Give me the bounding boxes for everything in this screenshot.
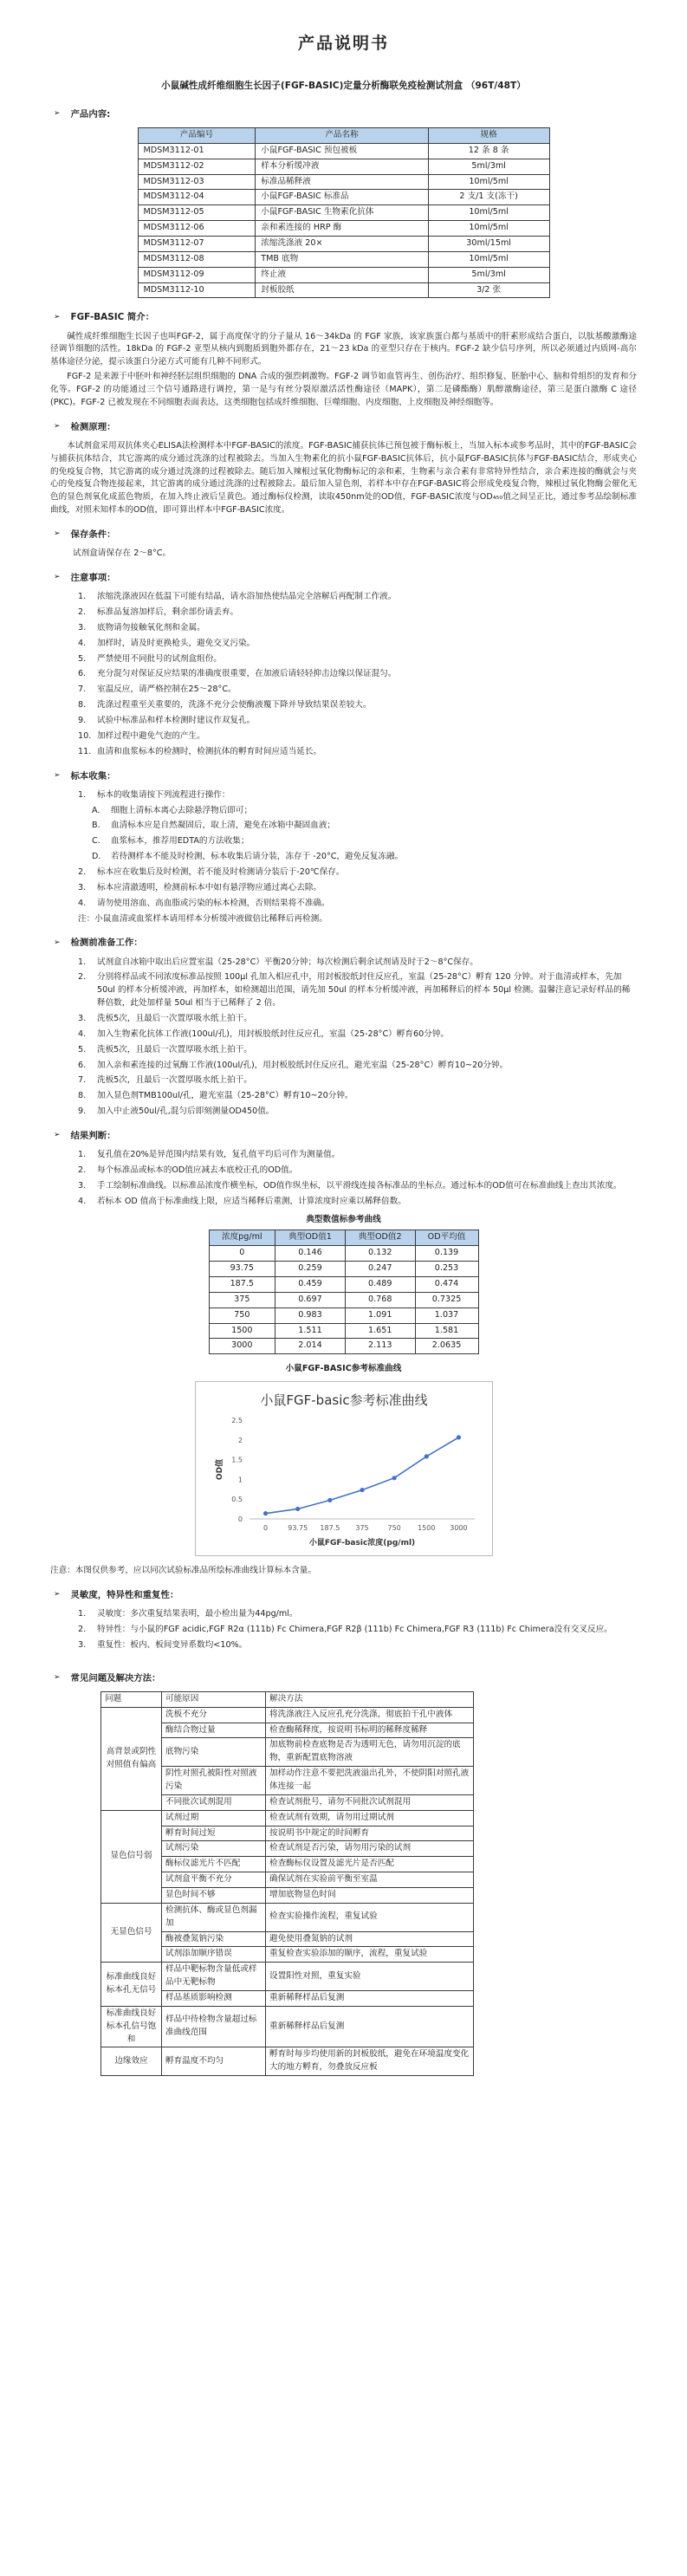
list-item: 7. 洗板5次，且最后一次置厚吸水纸上拍干。 <box>78 1075 252 1086</box>
faq-solution: 孵育时每步均使用新的封板胶纸，避免在环境温度变化大的地方孵育，勿叠放反应板 <box>266 2047 474 2076</box>
table-cell: 0.474 <box>415 1276 478 1292</box>
column-header: OD平均值 <box>415 1230 478 1246</box>
table-row <box>101 1963 474 1991</box>
list-item: 1. 复孔值在20%是异范围内结果有效，复孔值平均后可作为测量值。 <box>78 1150 340 1160</box>
list-item: 8. 加入显色剂TMB100ul/孔，避光室温（25-28°C）孵育10~20分钟。 <box>78 1091 353 1101</box>
section-intro <box>50 310 637 324</box>
faq-cause: 底物污染 <box>162 1738 266 1767</box>
faq-solution: 加样动作注意不要把洗液溢出孔外，不使阴阳对照孔液体连接一起 <box>266 1767 474 1795</box>
table-cell: 5ml/3ml <box>428 159 549 174</box>
table-cell: MDSM3112-08 <box>138 251 256 267</box>
faq-solution: 按说明书中规定的时间孵育 <box>266 1826 474 1841</box>
column-header: 典型OD值2 <box>345 1230 415 1246</box>
table-cell: MDSM3112-03 <box>138 174 256 190</box>
table-row <box>209 1323 478 1339</box>
section-faq <box>50 1671 637 1685</box>
product-subtitle: 小鼠碱性成纤维细胞生长因子(FGF-BASIC)定量分析酶联免疫检测试剂盒 （96T/48T） <box>161 81 526 92</box>
faq-solution: 加底物前检查底物是否为透明无色，请勿用沉淀的底物，重新配置底物溶液 <box>266 1738 474 1767</box>
list-item: 1. 灵敏度：多次重复结果表明，最小检出量为44pg/ml。 <box>78 1609 298 1619</box>
table-row <box>209 1276 478 1292</box>
x-tick-label: 750 <box>387 1524 401 1533</box>
faq-cause: 显色时间不够 <box>162 1888 266 1904</box>
table-cell: 2.014 <box>275 1339 346 1354</box>
section-procedure <box>50 936 637 950</box>
table-cell: 0.146 <box>275 1246 346 1262</box>
table-row <box>138 236 549 251</box>
table-cell: 封板胶纸 <box>256 282 428 298</box>
faq-cause: 样品中靶标物含量低或样品中无靶标物 <box>162 1963 266 1991</box>
table-cell: 样本分析缓冲液 <box>256 159 428 174</box>
chart-caption: 小鼠FGF-BASIC参考标准曲线 <box>285 1364 402 1374</box>
table-cell: 小鼠FGF-BASIC 预包被板 <box>256 143 428 159</box>
storage-text: 试剂盒请保存在 2～8°C。 <box>73 548 172 559</box>
list-item: 1. 试剂盒自冰箱中取出后应置室温（25-28°C）平衡20分钟；每次检测后剩余试剂请及时于2～8°C保存。 <box>78 957 478 967</box>
faq-solution: 确保试剂在实验前平衡至室温 <box>266 1872 474 1888</box>
table-cell: MDSM3112-04 <box>138 190 256 205</box>
section-title: 产品内容: <box>70 108 111 120</box>
column-header: 可能原因 <box>162 1691 266 1707</box>
column-header: 浓度pg/ml <box>209 1230 275 1246</box>
table-row <box>101 2006 474 2047</box>
faq-cause: 试剂盒平衡不充分 <box>162 1872 266 1888</box>
table-cell: 375 <box>209 1292 275 1307</box>
faq-category: 标准曲线良好标本孔无信号 <box>101 1963 162 2007</box>
table-cell: 0.489 <box>345 1276 415 1292</box>
bullet-arrow-icon: ➢ <box>54 1590 61 1599</box>
data-point <box>295 1507 300 1511</box>
list-item: 4. 加入生物素化抗体工作液(100ul/孔)，用封板胶纸封住反应孔，室温（25-28°C）孵育60分钟。 <box>78 1028 449 1039</box>
faq-category: 高背景或阴性对照值有偏高 <box>101 1707 162 1810</box>
principle-paragraph: 本试剂盒采用双抗体夹心ELISA法检测样本中FGF-BASIC的浓度。FGF-BASIC捕获抗体已预包被于酶标板上，当加入标本或参考品时，其中的FGF-BASIC会与捕获抗体结合，其它游离的成分通过洗涤的过程被除去。当加入生物素化的抗小鼠FGF-BASIC抗体后，抗小鼠FGF-BASIC抗体与FGF-BASIC结合，形成夹心的免疫复合物，其它游离的成分通过洗涤的过程被除去。随后加入辣根过氧化物酶标记的亲和素，生物素与亲合素有非常特异性结合，亲合素连接的酶就会与夹心的免疫复合物连接起来，其它游离的成分通过洗涤的过程被除去。最后加入显色剂，若样本中存在FGF-BASIC将会形成免疫复合物，辣根过氧化物酶会催化无色的显色剂氧化成蓝色物质，在加入终止液后呈黄色。通过酶标仪检测，读取450nm处的OD值，FGF-BASIC浓度与OD₄₅₀值之间呈正比，通过参考品绘制标准曲线，对照未知样本的OD值，即可算出样本中FGF-BASIC浓度。 <box>50 440 637 516</box>
list-item: 4. 请勿使用溶血、高血脂或污染的标本检测，否则结果将不准确。 <box>78 898 330 908</box>
bullet-arrow-icon: ➢ <box>54 573 61 582</box>
faq-solution: 检查试剂批号，请勿不同批次试剂混用 <box>266 1794 474 1810</box>
table-cell: 30ml/15ml <box>428 236 549 251</box>
table-cell: 12 条 8 条 <box>428 143 549 159</box>
faq-category: 边缘效应 <box>101 2047 162 2076</box>
column-header: 解决方法 <box>266 1691 474 1707</box>
bullet-arrow-icon: ➢ <box>54 1672 61 1682</box>
table-row <box>101 1903 474 1931</box>
table-cell: MDSM3112-05 <box>138 205 256 221</box>
collection-note: 注：小鼠血清或血浆样本请用样本分析缓冲液做倍比稀释后再检测。 <box>78 913 327 924</box>
list-item: 5. 严禁使用不同批号的试剂盒组份。 <box>78 653 222 664</box>
od-table-caption: 典型数值标参考曲线 <box>306 1214 381 1224</box>
x-axis-label: 小鼠FGF-basic浓度(pg/ml) <box>308 1539 415 1548</box>
bullet-arrow-icon: ➢ <box>54 1131 61 1140</box>
list-item: 6. 加入亲和素连接的过氧酶工作液(100ul/孔)，用封板胶纸封住反应孔，避光室温（25-28°C）孵育10~20分钟。 <box>78 1060 509 1070</box>
list-item: 3. 手工绘制标准曲线。以标准品浓度作横坐标，OD值作纵坐标，以平滑线连接各标准品的坐标点。通过标本的OD值可在标准曲线上查出其浓度。 <box>78 1180 622 1191</box>
data-point <box>392 1476 396 1480</box>
faq-cause: 孵育温度不均匀 <box>162 2047 266 2076</box>
faq-solution: 检查试剂是否污染，请勿用污染的试剂 <box>266 1841 474 1857</box>
table-row <box>138 143 549 159</box>
faq-solution: 重新稀释样品后复测 <box>266 1991 474 2007</box>
chart-title: 小鼠FGF-basic参考标准曲线 <box>259 1392 428 1409</box>
faq-solution: 避免使用叠氮钠的试剂 <box>266 1931 474 1947</box>
table-cell: 1.511 <box>275 1323 346 1339</box>
section-result <box>50 1129 637 1143</box>
table-cell: 3000 <box>209 1339 275 1354</box>
list-item: 3. 标本应清澈透明，检测前标本中如有悬浮物应通过离心去除。 <box>78 882 322 892</box>
table-cell: 0.697 <box>275 1292 346 1307</box>
table-header-row <box>101 1691 474 1707</box>
page-title: 产品说明书 <box>297 34 389 53</box>
sub-list-item: A. 细胞上清标本离心去除悬浮物后即可； <box>92 805 253 815</box>
table-cell: MDSM3112-01 <box>138 143 256 159</box>
section-title: 结果判断： <box>70 1130 116 1141</box>
performance-list <box>78 1608 637 1652</box>
faq-category: 显色信号弱 <box>101 1810 162 1903</box>
list-item: 1. 浓缩洗涤液因在低温下可能有结晶，请水浴加热使结晶完全溶解后再配制工作液。 <box>78 592 397 602</box>
table-row <box>209 1292 478 1307</box>
table-row <box>209 1307 478 1323</box>
bullet-arrow-icon: ➢ <box>54 770 61 780</box>
table-cell: 标准品稀释液 <box>256 174 428 190</box>
x-tick-label: 3000 <box>449 1524 468 1533</box>
faq-solution: 增加底物显色时间 <box>266 1888 474 1904</box>
section-notes <box>50 571 637 585</box>
table-row <box>101 1707 474 1723</box>
table-row <box>101 1810 474 1826</box>
section-title: 检测前准备工作： <box>70 938 143 949</box>
series-line <box>265 1437 458 1514</box>
table-cell: 2 支/1 支(冻干) <box>428 190 549 205</box>
faq-solution: 检查酶标仪设置及滤光片是否匹配 <box>266 1857 474 1872</box>
list-item: 5. 洗板5次，且最后一次置厚吸水纸上拍干。 <box>78 1044 252 1054</box>
faq-cause: 洗板不充分 <box>162 1707 266 1723</box>
list-item: 2. 特异性：与小鼠的FGF acidic,FGF R2α (111b) Fc Chimera,FGF R2β (111b) Fc Chimera,FGF R3 (111b) Fc Chimera没有交叉反应。 <box>78 1624 612 1634</box>
bullet-arrow-icon: ➢ <box>54 312 61 321</box>
chart-svg <box>196 1382 492 1555</box>
faq-category: 标准曲线良好标本孔信号饱和 <box>101 2006 162 2047</box>
list-item: 10. 加样过程中避免气泡的产生。 <box>78 730 205 741</box>
list-item: 4. 加样时，请及时更换枪头，避免交叉污染。 <box>78 638 256 648</box>
table-cell: 0.983 <box>275 1307 346 1323</box>
collection-list-cont <box>78 866 637 911</box>
column-header: 典型OD值1 <box>275 1230 346 1246</box>
column-header: 问题 <box>101 1691 162 1707</box>
chart-wrap <box>50 1381 637 1556</box>
list-item: 8. 洗涤过程重至关重要的，洗涤不充分会使酶液覆下降并导致结果误差较大。 <box>78 700 372 711</box>
section-title: 常见问题及解决方法： <box>70 1672 161 1684</box>
table-row <box>138 282 549 298</box>
table-cell: 0.459 <box>275 1276 346 1292</box>
table-cell: 1.651 <box>345 1323 415 1339</box>
table-row <box>138 205 549 221</box>
sub-list-item: D. 若待测样本不能及时检测，标本收集后请分装，冻存于 -20°C，避免反复冻融。 <box>92 852 404 862</box>
list-item: 2. 每个标准品或标本的OD值应减去本底校正孔的OD值。 <box>78 1165 298 1175</box>
y-tick-label: 1.5 <box>230 1456 243 1464</box>
data-point <box>424 1454 428 1458</box>
table-row <box>209 1262 478 1277</box>
faq-table <box>100 1691 474 2076</box>
table-cell: 0.132 <box>345 1246 415 1262</box>
table-row <box>209 1246 478 1262</box>
list-item: 1. 标本的收集请按下列流程进行操作： <box>78 789 230 800</box>
faq-solution: 重复检查实验添加的顺序，流程，重复试验 <box>266 1947 474 1963</box>
table-cell: 浓缩洗涤液 20× <box>256 236 428 251</box>
od-table <box>209 1230 479 1354</box>
data-point <box>262 1511 267 1515</box>
faq-solution: 设置阳性对照，重复实验 <box>266 1963 474 1991</box>
faq-solution: 检查实验操作流程，重复试验 <box>266 1903 474 1931</box>
y-tick-label: 2 <box>237 1436 243 1444</box>
data-point <box>327 1498 332 1502</box>
table-row <box>138 190 549 205</box>
table-cell: 1.091 <box>345 1307 415 1323</box>
standard-curve-chart <box>195 1381 493 1556</box>
table-cell: MDSM3112-07 <box>138 236 256 251</box>
table-cell: 0 <box>209 1246 275 1262</box>
table-cell: 750 <box>209 1307 275 1323</box>
table-cell: 1500 <box>209 1323 275 1339</box>
collection-subitems <box>92 805 637 864</box>
data-point <box>456 1435 460 1439</box>
faq-cause: 不同批次试剂混用 <box>162 1794 266 1810</box>
faq-solution: 重新稀释样品后复测 <box>266 2006 474 2047</box>
section-title: 保存条件： <box>70 529 116 540</box>
list-item: 2. 标准品复溶加样后，剩余部份请丢弃。 <box>78 607 239 617</box>
list-item: 9. 试验中标准品和样本检测时建议作双复孔。 <box>78 715 256 725</box>
section-contents <box>50 107 637 121</box>
faq-solution: 将洗涤液注入反应孔充分洗涤，彻底拍干孔中液体 <box>266 1707 474 1723</box>
table-cell: 0.259 <box>275 1262 346 1277</box>
table-row <box>138 159 549 174</box>
sub-list-item: C. 血浆标本，推荐用EDTA的方法收集； <box>92 836 250 847</box>
faq-cause: 试剂过期 <box>162 1810 266 1826</box>
bullet-arrow-icon: ➢ <box>54 938 61 947</box>
table-row <box>138 251 549 267</box>
table-cell: 1.581 <box>415 1323 478 1339</box>
table-row <box>138 267 549 282</box>
table-cell: MDSM3112-02 <box>138 159 256 174</box>
list-item: 6. 充分混匀对保证反应结果的准确度很重要，在加液后请轻轻抑击边缘以保证混匀。 <box>78 669 397 679</box>
y-tick-label: 2.5 <box>230 1417 243 1425</box>
table-cell: 10ml/5ml <box>428 205 549 221</box>
faq-cause: 样品基质影响检测 <box>162 1991 266 2007</box>
list-item: 4. 若标本 OD 值高于标准曲线上限，应适当稀释后重测，计算浓度时应乘以稀释倍数。 <box>78 1196 406 1206</box>
table-cell: 1.037 <box>415 1307 478 1323</box>
list-item: 9. 加入中止液50ul/孔,混匀后即刻测量OD450值。 <box>78 1106 275 1117</box>
table-cell: 5ml/3ml <box>428 267 549 282</box>
y-tick-label: 1 <box>237 1476 243 1484</box>
faq-cause: 阴性对照孔被阳性对照液污染 <box>162 1767 266 1795</box>
table-row <box>138 221 549 237</box>
table-cell: MDSM3112-10 <box>138 282 256 298</box>
table-header-row <box>209 1230 478 1246</box>
x-tick-label: 0 <box>262 1524 268 1533</box>
faq-cause: 检测抗体、酶或显色剂漏加 <box>162 1903 266 1931</box>
collection-list <box>78 789 637 802</box>
result-list <box>78 1149 637 1208</box>
faq-cause: 试剂污染 <box>162 1841 266 1857</box>
table-row <box>209 1339 478 1354</box>
section-title: FGF-BASIC 简介： <box>70 312 154 323</box>
list-item: 3. 洗板5次，且最后一次置厚吸水纸上拍干。 <box>78 1013 252 1023</box>
table-cell: 93.75 <box>209 1262 275 1277</box>
chart-note: 注意：本图仅供参考，应以同次试验标准品所绘标准曲线计算标本含量。 <box>50 1566 316 1576</box>
table-cell: 0.253 <box>415 1262 478 1277</box>
list-item: 3. 重复性：板内、板间变异系数均<10%。 <box>78 1639 248 1650</box>
list-item: 3. 底物请勿接触氧化剂和金属。 <box>78 622 205 633</box>
faq-cause: 试剂添加顺序错误 <box>162 1947 266 1963</box>
table-cell: 2.0635 <box>415 1339 478 1354</box>
section-title: 标本收集： <box>70 770 116 782</box>
column-header: 规格 <box>428 127 549 143</box>
table-cell: TMB 底物 <box>256 251 428 267</box>
y-tick-label: 0 <box>237 1515 243 1524</box>
table-cell: 10ml/5ml <box>428 174 549 190</box>
table-cell: 亲和素连接的 HRP 酶 <box>256 221 428 237</box>
x-tick-label: 93.75 <box>287 1524 308 1533</box>
x-tick-label: 1500 <box>417 1524 435 1533</box>
data-point <box>360 1488 364 1492</box>
x-tick-label: 375 <box>354 1524 369 1533</box>
table-cell: 小鼠FGF-BASIC 生物素化抗体 <box>256 205 428 221</box>
section-title: 检测原理： <box>70 421 116 432</box>
section-storage <box>50 528 637 542</box>
table-row <box>138 174 549 190</box>
section-performance <box>50 1588 637 1602</box>
table-cell: 0.247 <box>345 1262 415 1277</box>
list-item: 7. 室温反应，请严格控制在25～28°C。 <box>78 685 237 695</box>
faq-solution: 检查试剂有效期，请勿用过期试剂 <box>266 1810 474 1826</box>
faq-cause: 孵育时间过短 <box>162 1826 266 1841</box>
column-header: 产品编号 <box>138 127 256 143</box>
sub-list-item: B. 血清标本应是自然凝固后，取上清，避免在冰箱中凝固血液； <box>92 821 336 831</box>
faq-solution: 检查酶稀释度，按说明书标明的稀释度稀释 <box>266 1723 474 1738</box>
faq-category: 无显色信号 <box>101 1903 162 1962</box>
table-cell: MDSM3112-09 <box>138 267 256 282</box>
table-cell: 0.7325 <box>415 1292 478 1307</box>
notes-list <box>78 591 637 758</box>
faq-cause: 样品中待检物含量超过标准曲线范围 <box>162 2006 266 2047</box>
list-item: 2. 分别将样品或不同浓度标准品按照 100μl 孔加入相应孔中，用封板胶纸封住反应孔，室温（25-28°C）孵育 120 分钟。对于血清或样本，先加 50ul 的样本分析缓冲液，再加样本，如检测超出范围，请先加 50ul 的样本分析缓冲液，再加稀释后的样本 50μl 检测。温馨注意记录好样品的稀释倍数，此处加样量 50ul 相当于已稀释了 2 倍。 <box>78 972 631 1009</box>
table-cell: MDSM3112-06 <box>138 221 256 237</box>
section-title: 注意事项： <box>70 572 116 583</box>
section-collection <box>50 769 637 783</box>
intro-paragraph: FGF-2 是来源于中胚叶和神经胚层组织细胞的 DNA 合成的强烈刺激物。FGF-2 调节如血管再生、创伤治疗、组织修复、胚胎中心、脑和骨组织的发育和分化等。FGF-2 的功能通过三个信号通路进行调控，第一是与有丝分裂原激活活性酶途径（MAPK），第二是磷酯酶）肌醇激酶途径，第三是蛋白激酶 C 途径(PKC)。FGF-2 已被发现在不同细胞表面表达，这类细胞包括成纤维细胞、巨噬细胞、内皮细胞、上皮细胞及神经细胞等。 <box>50 372 637 407</box>
bullet-arrow-icon: ➢ <box>54 529 61 539</box>
x-tick-label: 187.5 <box>319 1524 340 1533</box>
table-cell: 10ml/5ml <box>428 251 549 267</box>
procedure-list <box>78 957 637 1119</box>
intro-paragraph: 碱性成纤维细胞生长因子也叫FGF-2，属于高度保守的分子量从 16～34kDa 的 FGF 家族，该家族蛋白都与基质中的肝素形成结合蛋白，以肽基酸激酶途径调节细胞的活性。18kDa 的 FGF-2 亚型从核内到胞质到胞外都存在，21～23 kDa 的亚型只存在于核内。FGF-2 缺少信号序列，所以必须通过内质网-高尔基体途径分泌，提示该蛋白分泌方式可能有几种不同形式。 <box>50 331 637 367</box>
table-cell: 0.768 <box>345 1292 415 1307</box>
table-cell: 3/2 张 <box>428 282 549 298</box>
table-cell: 2.113 <box>345 1339 415 1354</box>
faq-cause: 酶标仪滤光片不匹配 <box>162 1857 266 1872</box>
list-item: 2. 标本应在收集后及时检测，若不能及时检测请分装后于-20℃保存。 <box>78 866 345 877</box>
faq-cause: 酶结合物过量 <box>162 1723 266 1738</box>
section-title: 灵敏度，特异性和重复性： <box>70 1590 179 1600</box>
table-cell: 小鼠FGF-BASIC 标准品 <box>256 190 428 205</box>
y-tick-label: 0.5 <box>230 1496 243 1504</box>
faq-cause: 酶被叠氮钠污染 <box>162 1931 266 1947</box>
column-header: 产品名称 <box>256 127 428 143</box>
table-cell: 187.5 <box>209 1276 275 1292</box>
table-header-row <box>138 127 549 143</box>
table-cell: 终止液 <box>256 267 428 282</box>
bullet-arrow-icon: ➢ <box>54 108 61 118</box>
table-cell: 0.139 <box>415 1246 478 1262</box>
bullet-arrow-icon: ➢ <box>54 421 61 431</box>
table-row <box>101 2047 474 2076</box>
y-axis-label: OD值 <box>215 1459 224 1481</box>
list-item: 11. 血清和血浆标本的检测时，检测抗体的孵育时间应适当延长。 <box>78 746 322 756</box>
contents-table <box>138 127 550 298</box>
section-principle <box>50 420 637 434</box>
table-cell: 10ml/5ml <box>428 221 549 237</box>
